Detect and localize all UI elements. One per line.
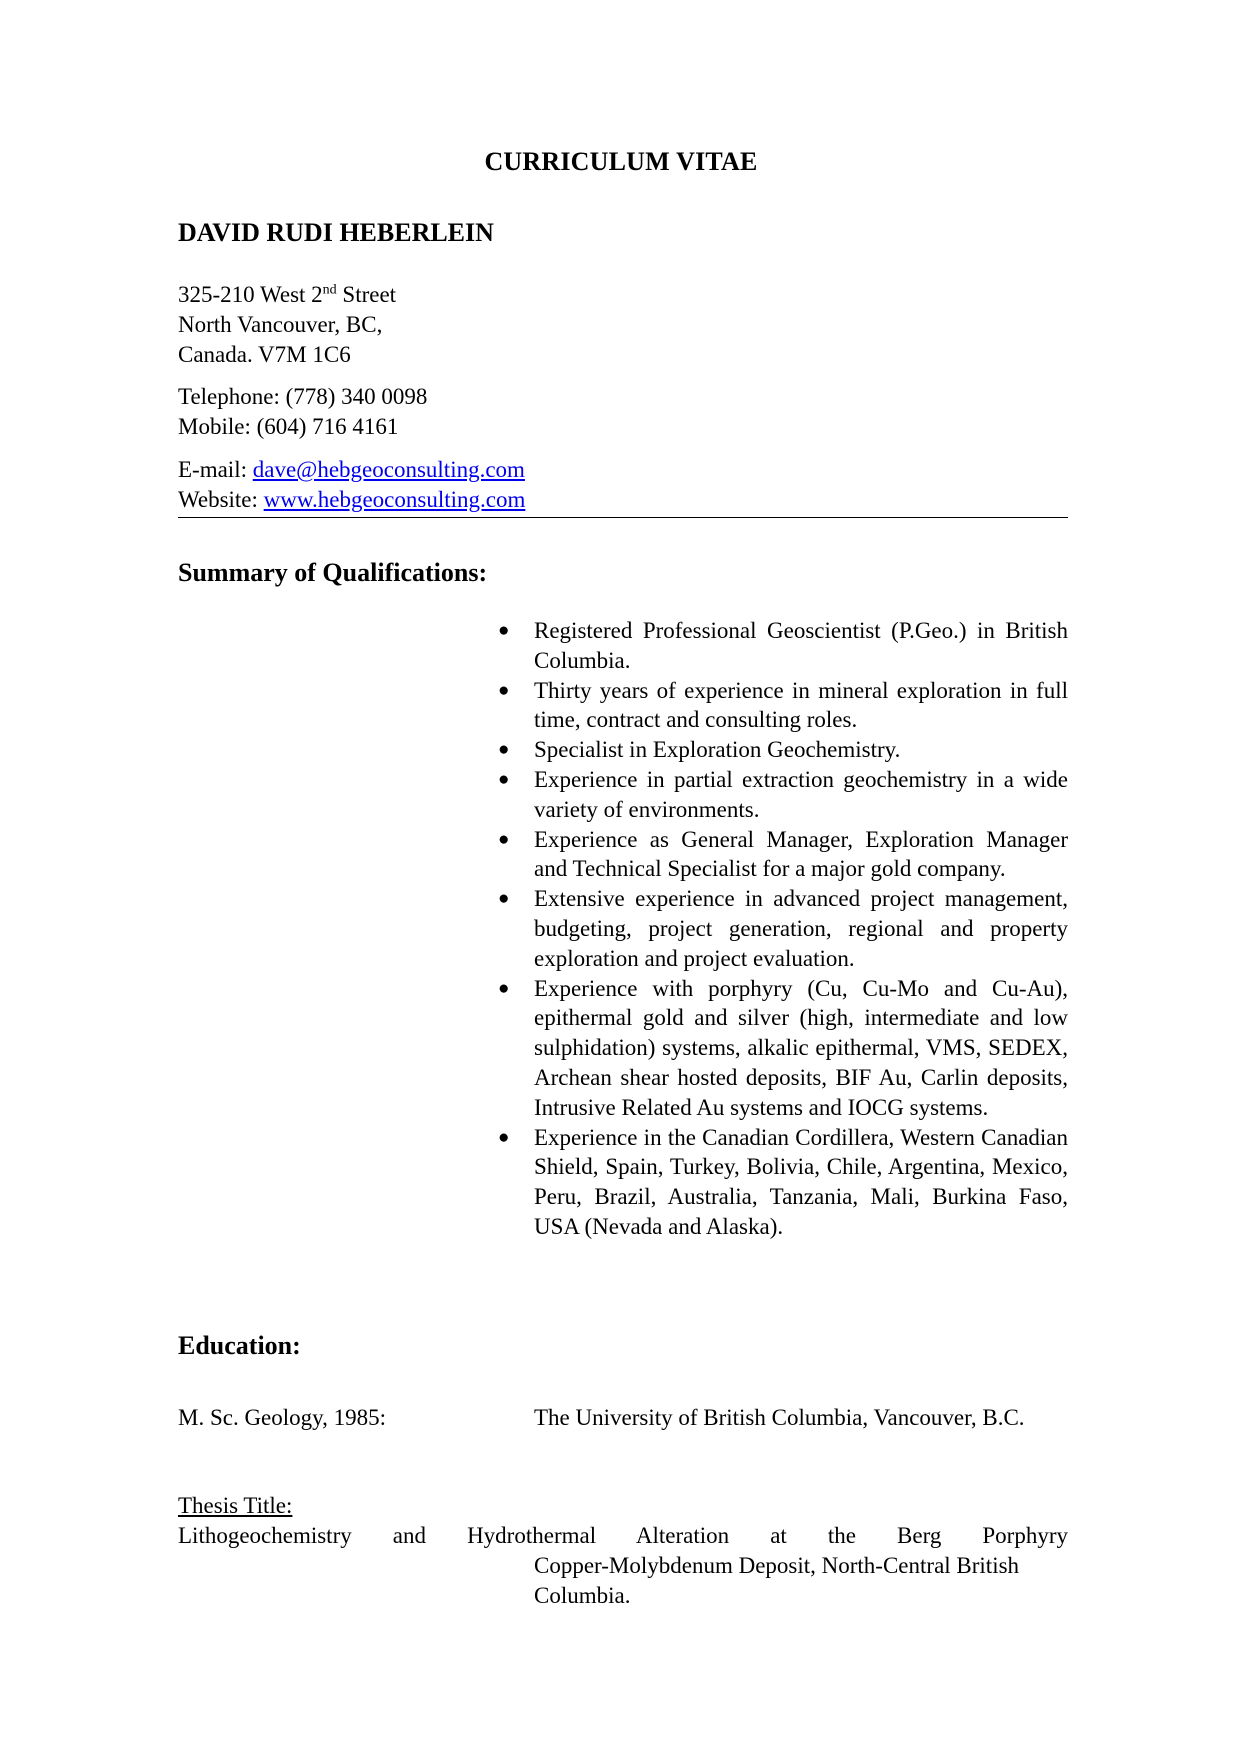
thesis-title-label: Thesis Title: xyxy=(178,1493,293,1518)
bullet-icon: ● xyxy=(498,888,510,910)
bullet-icon: ● xyxy=(498,739,510,761)
bullet-icon: ● xyxy=(498,977,510,999)
phone-block xyxy=(178,382,427,442)
bullet-icon: ● xyxy=(498,828,510,850)
email-link[interactable]: dave@hebgeoconsulting.com xyxy=(252,457,525,482)
qualification-text: Thirty years of experience in mineral exploration in full time, contract and consulting roles. xyxy=(534,677,1068,733)
qualification-item xyxy=(495,1123,1068,1242)
qualification-item xyxy=(495,735,1068,765)
address-block xyxy=(178,280,396,370)
qualification-item xyxy=(495,974,1068,1123)
institution-label: The University of British Columbia, Vancouver, B.C. xyxy=(534,1405,1025,1430)
website-line: Website: www.hebgeoconsulting.com xyxy=(178,487,526,512)
address-line-2: North Vancouver, BC, xyxy=(178,312,383,337)
bullet-icon: ● xyxy=(498,1126,510,1148)
address-line-1: 325-210 West 2nd Street xyxy=(178,282,397,307)
qualification-item xyxy=(495,616,1068,676)
qualifications-list xyxy=(495,616,1068,1242)
online-contact-block xyxy=(178,455,525,515)
address-line-3: Canada. V7M 1C6 xyxy=(178,342,351,367)
qualification-text: Experience with porphyry (Cu, Cu-Mo and Cu-Au), epithermal gold and silver (high, intermediate and low sulphidation) systems, alkalic epithermal, VMS, SEDEX, Archean shear hosted deposits, BIF Au, Carlin deposits, Intrusive Related Au systems and IOCG systems. xyxy=(534,975,1068,1120)
qualification-text: Experience in partial extraction geochemistry in a wide variety of environments. xyxy=(534,766,1068,822)
summary-heading: Summary of Qualifications: xyxy=(178,558,488,587)
degree-label: M. Sc. Geology, 1985: xyxy=(178,1405,387,1430)
bullet-icon: ● xyxy=(498,620,510,641)
ordinal-suffix: nd xyxy=(322,282,337,298)
qualification-text: Experience as General Manager, Exploration Manager and Technical Specialist for a major gold company. xyxy=(534,826,1068,882)
qualification-item xyxy=(495,884,1068,973)
person-name: DAVID RUDI HEBERLEIN xyxy=(178,218,494,247)
website-link[interactable]: www.hebgeoconsulting.com xyxy=(263,487,526,512)
qualification-item xyxy=(495,676,1068,736)
thesis-title-line-1: Lithogeochemistry and Hydrothermal Alteration at the Berg Porphyry xyxy=(178,1523,1068,1548)
bullet-icon: ● xyxy=(498,679,510,701)
header-divider xyxy=(178,517,1068,518)
qualification-text: Extensive experience in advanced project management, budgeting, project generation, regional and property exploration and project evaluation. xyxy=(534,886,1068,971)
qualification-text: Specialist in Exploration Geochemistry. xyxy=(534,737,901,763)
email-line: E-mail: dave@hebgeoconsulting.com xyxy=(178,457,525,482)
telephone-line: Telephone: (778) 340 0098 xyxy=(178,384,428,409)
qualification-item xyxy=(495,825,1068,885)
document-title: CURRICULUM VITAE xyxy=(484,147,758,176)
qualification-item xyxy=(495,765,1068,825)
education-heading: Education: xyxy=(178,1331,301,1360)
qualification-text: Registered Professional Geoscientist (P.Geo.) in British Columbia. xyxy=(534,618,1068,673)
mobile-line: Mobile: (604) 716 4161 xyxy=(178,414,399,439)
thesis-title-continuation: Copper-Molybdenum Deposit, North-Central British Columbia. xyxy=(534,1553,1020,1608)
bullet-icon: ● xyxy=(498,768,510,790)
qualification-text: Experience in the Canadian Cordillera, Western Canadian Shield, Spain, Turkey, Bolivia, Chile, Argentina, Mexico, Peru, Brazil, Australia, Tanzania, Mali, Burkina Faso, USA (Nevada and Alaska). xyxy=(534,1124,1068,1239)
